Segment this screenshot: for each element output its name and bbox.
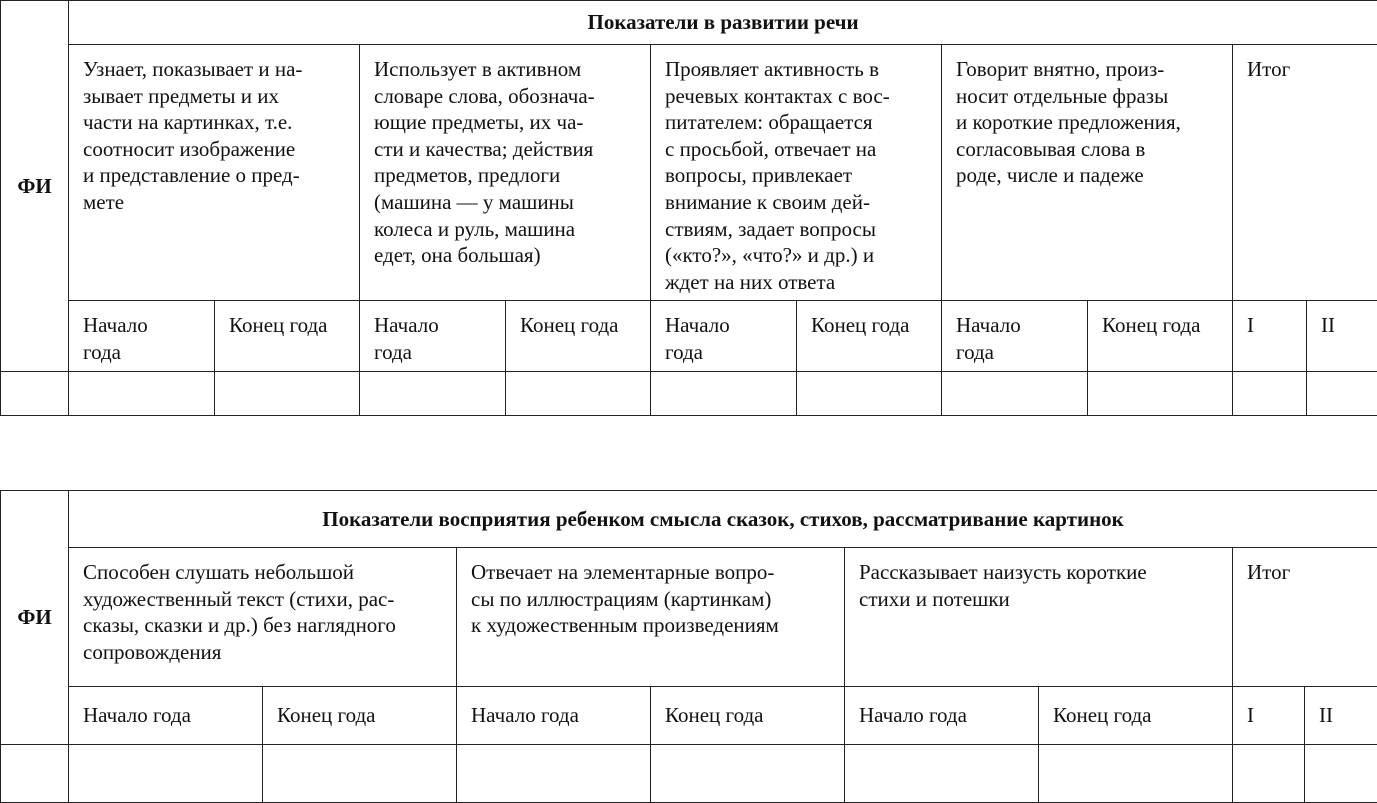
fi-header: ФИ — [1, 491, 69, 745]
cell[interactable] — [1307, 372, 1377, 416]
end-of-year-3: Конец года — [797, 301, 942, 372]
start-of-year-2: Начало года — [457, 687, 651, 745]
indicator-1: Способен слушать небольшой художественный текст (стихи, рас- сказы, сказки и др.) без наглядного сопровождения — [69, 548, 457, 687]
cell[interactable] — [845, 745, 1039, 803]
cell[interactable] — [69, 372, 215, 416]
end-of-year-2: Конец года — [651, 687, 845, 745]
indicator-2: Отвечает на элементарные вопро- сы по иллюстрациям (картинкам) к художественным произведениям — [457, 548, 845, 687]
itog-period-2: II — [1307, 301, 1377, 372]
cell[interactable] — [506, 372, 651, 416]
indicator-4: Говорит внятно, произ- носит отдельные фразы и короткие предложения, согласовывая слова в роде, числе и падеже — [942, 45, 1233, 301]
table-title: Показатели в развитии речи — [69, 1, 1377, 45]
cell[interactable] — [651, 745, 845, 803]
cell[interactable] — [797, 372, 942, 416]
cell[interactable] — [1305, 745, 1377, 803]
indicator-3: Рассказывает наизусть короткие стихи и потешки — [845, 548, 1233, 687]
end-of-year-1: Конец года — [215, 301, 360, 372]
cell[interactable] — [942, 372, 1088, 416]
cell[interactable] — [651, 372, 797, 416]
cell[interactable] — [215, 372, 360, 416]
end-of-year-1: Конец года — [263, 687, 457, 745]
itog-period-1: I — [1233, 301, 1307, 372]
fairy-tale-perception-table — [0, 490, 1377, 803]
start-of-year-4: Начало года — [942, 301, 1088, 372]
cell-fi[interactable] — [1, 372, 69, 416]
start-of-year-3: Начало года — [651, 301, 797, 372]
itog-period-2: II — [1305, 687, 1377, 745]
cell[interactable] — [1088, 372, 1233, 416]
start-of-year-1: Начало года — [69, 301, 215, 372]
cell[interactable] — [1039, 745, 1233, 803]
cell[interactable] — [263, 745, 457, 803]
end-of-year-4: Конец года — [1088, 301, 1233, 372]
indicator-3: Проявляет активность в речевых контактах с вос- питателем: обращается с просьбой, отвечает на вопросы, привлекает внимание к своим дей- ствиям, задает вопросы («кто?», «что?» и др.) и ждет на них ответа — [651, 45, 942, 301]
table-title: Показатели восприятия ребенком смысла сказок, стихов, рассматривание картинок — [69, 491, 1377, 548]
table-row — [1, 745, 1377, 803]
start-of-year-1: Начало года — [69, 687, 263, 745]
cell[interactable] — [1233, 372, 1307, 416]
cell[interactable] — [457, 745, 651, 803]
end-of-year-3: Конец года — [1039, 687, 1233, 745]
cell[interactable] — [1233, 745, 1305, 803]
indicator-2: Использует в активном словаре слова, обознача- ющие предметы, их ча- сти и качества; действия предметов, предлоги (машина — у машины колеса и руль, машина едет, она большая) — [360, 45, 651, 301]
indicator-1: Узнает, показывает и на- зывает предметы и их части на картинках, т.е. соотносит изображение и представление о пред- мете — [69, 45, 360, 301]
itog-header: Итог — [1233, 548, 1377, 687]
itog-period-1: I — [1233, 687, 1305, 745]
cell[interactable] — [69, 745, 263, 803]
cell-fi[interactable] — [1, 745, 69, 803]
fi-header: ФИ — [1, 1, 69, 372]
start-of-year-3: Начало года — [845, 687, 1039, 745]
cell[interactable] — [360, 372, 506, 416]
table-row — [1, 372, 1377, 416]
itog-header: Итог — [1233, 45, 1377, 301]
end-of-year-2: Конец года — [506, 301, 651, 372]
start-of-year-2: Начало года — [360, 301, 506, 372]
